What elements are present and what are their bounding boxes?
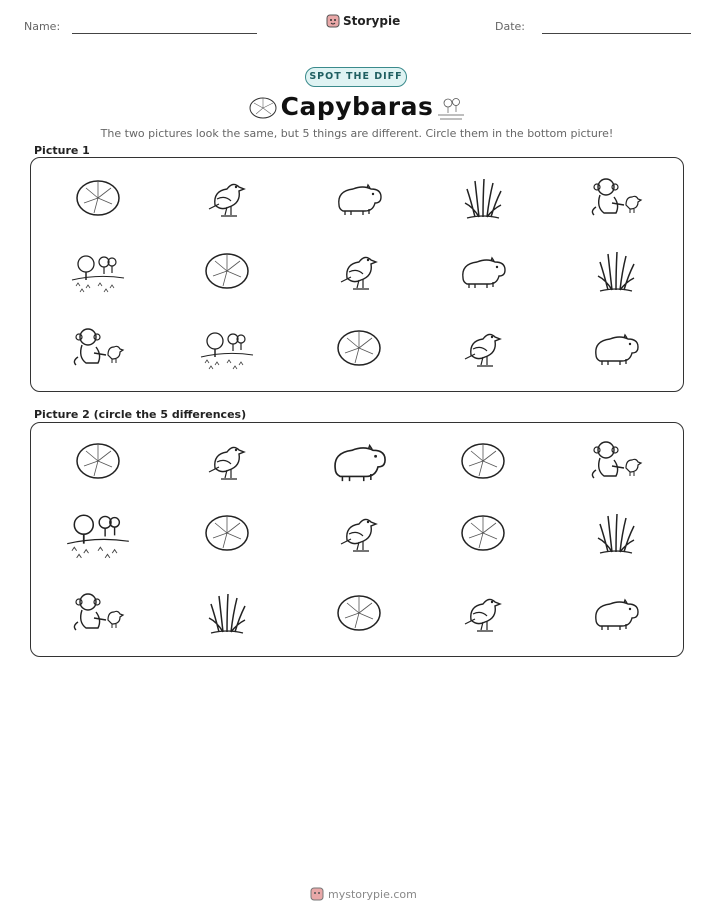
picture-2-label: Picture 2 (circle the 5 differences) (34, 408, 247, 421)
lily-pad-icon (197, 244, 257, 298)
date-line[interactable] (542, 33, 691, 34)
grass-icon[interactable] (197, 586, 257, 640)
monkey-icon[interactable] (68, 586, 128, 640)
name-label: Name: (24, 20, 61, 33)
brand (326, 13, 400, 29)
bird-icon (197, 171, 257, 225)
bird-icon[interactable] (453, 586, 513, 640)
page-title: Capybaras (280, 92, 434, 121)
monkey-icon[interactable] (586, 434, 646, 488)
lily-pad-icon[interactable] (329, 586, 389, 640)
capybara-icon (329, 171, 389, 225)
picture-2-panel[interactable] (30, 422, 684, 657)
grass-icon (453, 171, 513, 225)
lily-pad-icon[interactable] (453, 434, 513, 488)
lily-pad-icon[interactable] (68, 434, 128, 488)
monkey-icon (68, 321, 128, 375)
footer (310, 886, 417, 902)
lily-pad-icon (329, 321, 389, 375)
bird-icon (453, 321, 513, 375)
park-scene-icon[interactable] (58, 501, 138, 565)
spot-the-diff-badge: SPOT THE DIFF (305, 67, 407, 87)
lily-pad-icon[interactable] (453, 506, 513, 560)
instructions: The two pictures look the same, but 5 things are different. Circle them in the bottom picture! (100, 127, 614, 140)
bird-icon[interactable] (197, 434, 257, 488)
picture-1-label: Picture 1 (34, 144, 90, 157)
park-scene-icon (197, 321, 257, 375)
bird-icon[interactable] (329, 506, 389, 560)
date-label: Date: (495, 20, 525, 33)
bird-icon (329, 244, 389, 298)
lily-pad-icon (68, 171, 128, 225)
capybara-icon (453, 244, 513, 298)
capybara-icon[interactable] (319, 429, 399, 493)
capybara-icon (586, 321, 646, 375)
capybara-icon[interactable] (586, 586, 646, 640)
brand-name: Storypie (343, 14, 401, 28)
grass-icon (586, 244, 646, 298)
grass-icon[interactable] (586, 506, 646, 560)
monkey-icon (586, 171, 646, 225)
lily-pad-icon[interactable] (197, 506, 257, 560)
footer-url[interactable]: mystorypie.com (328, 887, 417, 901)
name-line[interactable] (72, 33, 257, 34)
park-scene-icon (68, 244, 128, 298)
storypie-logo-icon (326, 13, 340, 29)
park-scene-icon (434, 93, 468, 123)
storypie-logo-icon (310, 886, 324, 902)
picture-1-panel (30, 157, 684, 392)
